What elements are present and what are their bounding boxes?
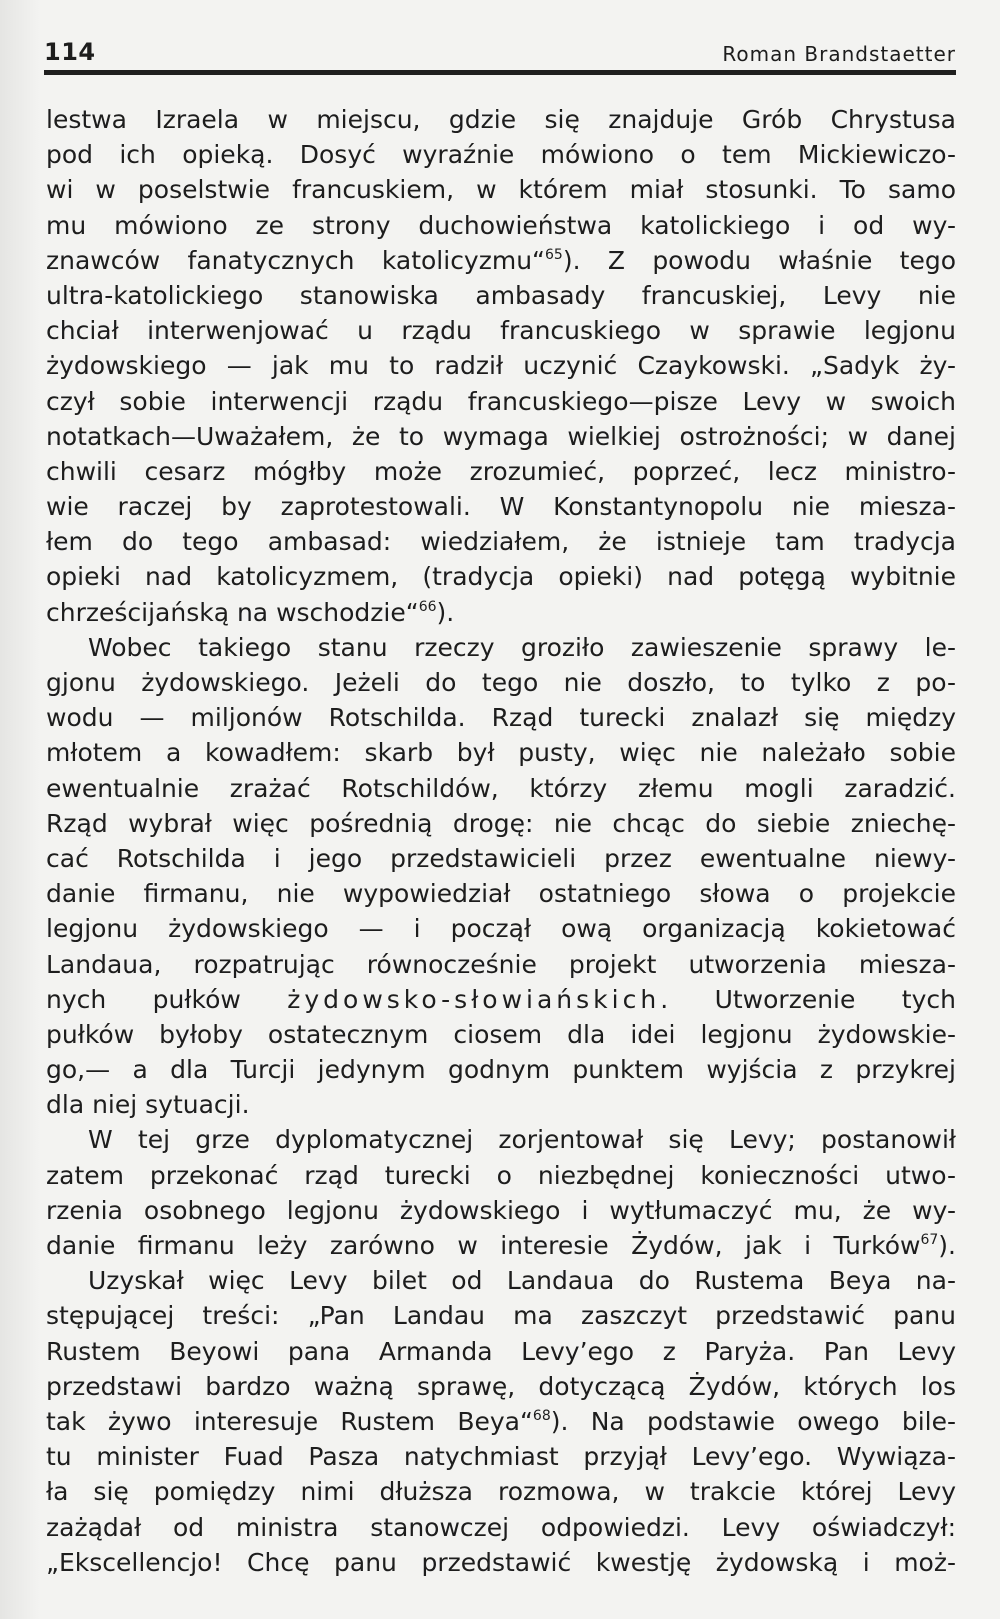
text-run: „Ekscellencjo! Chcę panu przedstawić kwestję żydowską i moż- — [46, 1547, 956, 1577]
text-run: Rząd wybrał więc pośrednią drogę: nie chcąc do siebie zniechę- — [46, 808, 956, 838]
text-run: chwili cesarz mógłby może zrozumieć, poprzeć, lecz ministro- — [46, 456, 956, 486]
text-line — [46, 665, 956, 700]
header-rule — [44, 70, 956, 75]
page-header — [44, 38, 956, 74]
text-run: wie raczej by zaprotestowali. W Konstantynopolu nie miesza- — [46, 492, 956, 522]
text-line — [46, 947, 956, 982]
text-line — [46, 208, 956, 243]
footnote-ref: 68 — [532, 1407, 551, 1424]
text-run: wodu — miljonów Rotschilda. Rząd turecki znalazł się między — [46, 703, 956, 733]
text-line — [46, 1193, 956, 1228]
text-line — [46, 102, 956, 137]
text-line — [46, 419, 956, 454]
text-line — [46, 630, 956, 665]
text-line — [46, 1122, 956, 1157]
text-line — [46, 735, 956, 770]
text-line — [46, 313, 956, 348]
text-run: stępującej treści: „Pan Landau ma zaszczyt przedstawić panu — [46, 1301, 956, 1331]
text-run: mu mówiono ze strony duchowieństwa katolickiego i od wy- — [46, 210, 956, 240]
footnote-ref: 66 — [418, 598, 437, 615]
text-run: notatkach—Uważałem, że to wymaga wielkiej ostrożności; w danej — [46, 421, 956, 451]
text-run: W tej grze dyplomatycznej zorjentował się Levy; postanowił — [88, 1125, 956, 1155]
text-run: gjonu żydowskiego. Jeżeli do tego nie doszło, to tylko z po- — [46, 668, 956, 697]
text-run: rzenia osobnego legjonu żydowskiego i wytłumaczyć mu, że wy- — [46, 1195, 956, 1225]
text-line — [46, 489, 956, 524]
text-run: Wobec takiego stanu rzeczy groziło zawieszenie sprawy le- — [88, 632, 956, 662]
text-run: ). Z powodu właśnie tego — [562, 245, 956, 275]
text-line — [46, 1263, 956, 1298]
text-run: czył sobie interwencji rządu francuskiego—pisze Levy w swoich — [46, 386, 956, 416]
text-line — [46, 1439, 956, 1474]
footnote-ref: 67 — [920, 1232, 939, 1248]
text-line — [46, 1087, 956, 1122]
text-line — [46, 1298, 956, 1333]
text-run: dla niej sytuacji. — [46, 1090, 250, 1120]
text-run: danie firmanu, nie wypowiedział ostatniego słowa o projekcie — [46, 879, 956, 909]
text-line — [46, 1474, 956, 1509]
body-text — [46, 102, 956, 1580]
text-run: zażądał od ministra stanowczej odpowiedzi. Levy oświadczył: — [46, 1512, 956, 1542]
text-run: ultra-katolickiego stanowiska ambasady francuskiej, Levy nie — [46, 280, 956, 310]
text-run: tak żywo interesuje Rustem Beya“ — [46, 1406, 533, 1436]
text-run: ). Na podstawie owego bile- — [550, 1406, 956, 1436]
text-run: Rustem Beyowi pana Armanda Levy’ego z Paryża. Pan Levy — [46, 1336, 956, 1366]
text-run: pułków byłoby ostatecznym ciosem dla idei legjonu żydowskie- — [46, 1019, 956, 1049]
text-line — [46, 172, 956, 207]
page-edge-shadow — [0, 0, 40, 1619]
text-line — [46, 911, 956, 946]
text-run: legjonu żydowskiego — i począł ową organizacją kokietować — [46, 914, 956, 944]
text-run: chciał interwenjować u rządu francuskiego w sprawie legjonu — [46, 316, 956, 346]
text-line — [46, 1510, 956, 1545]
text-run: danie firmanu leży zarówno w interesie Żydów, jak i Turków — [46, 1231, 921, 1260]
text-line — [46, 1545, 956, 1580]
text-run: ). — [938, 1231, 956, 1260]
text-line — [46, 876, 956, 911]
text-line — [46, 524, 956, 559]
text-line — [46, 243, 956, 278]
text-run: ). — [436, 597, 455, 627]
text-run: nych pułków — [46, 984, 288, 1014]
text-line — [46, 1228, 956, 1263]
text-run: tu minister Fuad Pasza natychmiast przyjął Levy’ego. Wywiąza- — [46, 1442, 956, 1472]
footnote-ref: 65 — [545, 246, 563, 263]
text-run: wi w poselstwie francuskiem, w którem miał stosunki. To samo — [46, 175, 956, 205]
running-head: Roman Brandstaetter — [722, 42, 956, 66]
text-line — [46, 806, 956, 841]
text-run: opieki nad katolicyzmem, (tradycja opieki) nad potęgą wybitnie — [46, 562, 956, 592]
text-line — [46, 454, 956, 489]
text-run: łem do tego ambasad: wiedziałem, że istnieje tam tradycja — [46, 527, 956, 557]
text-line — [46, 595, 956, 630]
text-run: znawców fanatycznych katolicyzmu“ — [46, 245, 546, 275]
spaced-emphasis: żydowsko-słowiańskich — [287, 984, 661, 1014]
page-number: 114 — [44, 38, 96, 66]
text-line — [46, 137, 956, 172]
text-run: żydowskiego — jak mu to radził uczynić Czaykowski. „Sadyk ży- — [46, 351, 956, 381]
text-run: przedstawi bardzo ważną sprawę, dotyczącą Żydów, których los — [46, 1371, 956, 1401]
text-line — [46, 278, 956, 313]
text-line — [46, 1158, 956, 1193]
text-run: Uzyskał więc Levy bilet od Landaua do Rustema Beya na- — [88, 1266, 956, 1296]
text-run: cać Rotschilda i jego przedstawicieli przez ewentualne niewy- — [46, 843, 956, 873]
text-line — [46, 1017, 956, 1052]
text-line — [46, 1052, 956, 1087]
text-line — [46, 700, 956, 735]
text-run: chrześcijańską na wschodzie“ — [46, 597, 419, 627]
text-line — [46, 771, 956, 806]
text-line — [46, 982, 956, 1017]
text-line — [46, 841, 956, 876]
text-run: zatem przekonać rząd turecki o niezbędnej konieczności utwo- — [46, 1160, 956, 1190]
text-run: lestwa Izraela w miejscu, gdzie się znajduje Grób Chrystusa — [46, 105, 956, 134]
text-line — [46, 1334, 956, 1369]
text-line — [46, 384, 956, 419]
text-line — [46, 559, 956, 594]
text-run: Landaua, rozpatrując równocześnie projekt utworzenia miesza- — [46, 949, 956, 979]
text-run: go,— a dla Turcji jedynym godnym punktem wyjścia z przykrej — [46, 1055, 956, 1085]
text-run: . Utworzenie tych — [660, 984, 956, 1014]
text-line — [46, 1369, 956, 1404]
text-run: ewentualnie zrażać Rotschildów, którzy złemu mogli zaradzić. — [46, 773, 956, 803]
text-run: pod ich opieką. Dosyć wyraźnie mówiono o tem Mickiewiczo- — [46, 140, 956, 170]
text-run: młotem a kowadłem: skarb był pusty, więc nie należało sobie — [46, 738, 956, 768]
text-run: ła się pomiędzy nimi dłuższa rozmowa, w trakcie której Levy — [46, 1477, 956, 1507]
text-line — [46, 1404, 956, 1439]
text-line — [46, 348, 956, 383]
